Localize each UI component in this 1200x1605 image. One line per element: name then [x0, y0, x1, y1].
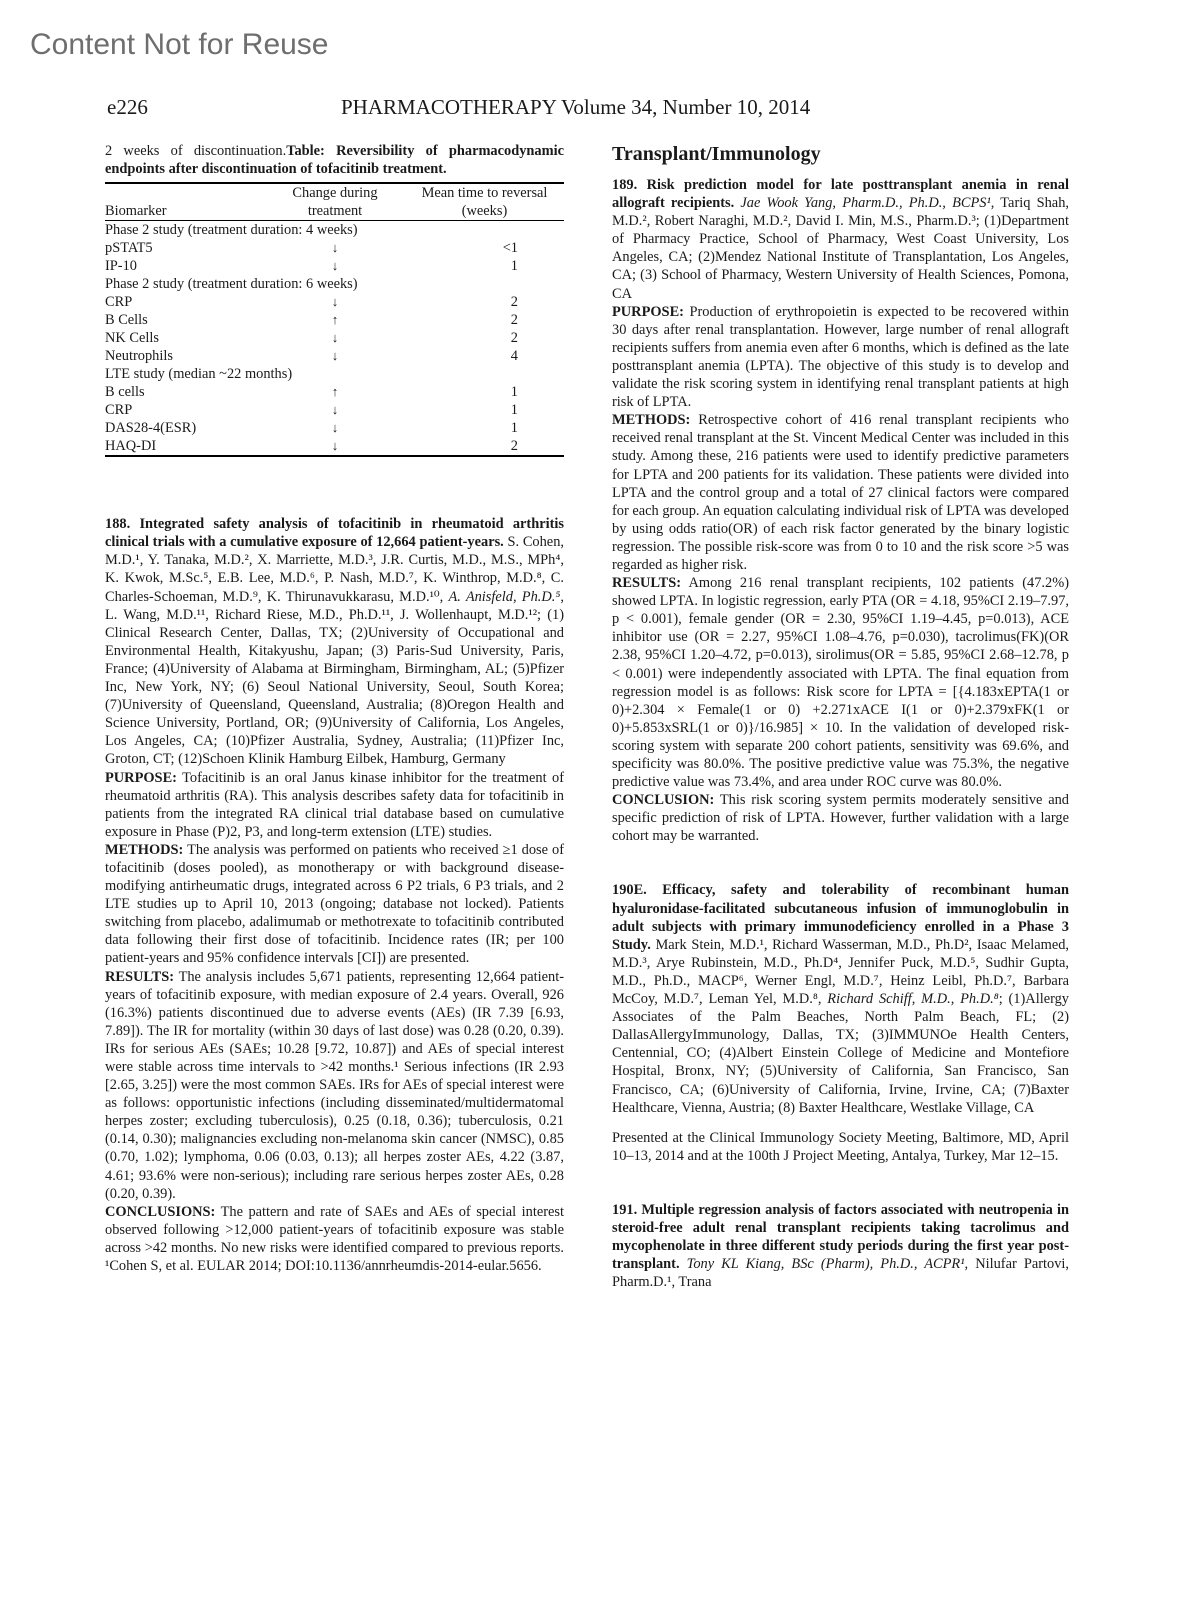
table-header-change: Change during treatment	[265, 183, 405, 221]
table-group-row	[105, 221, 564, 240]
methods-label: METHODS:	[105, 841, 184, 858]
right-column	[612, 142, 1069, 1291]
section-title: Transplant/Immunology	[612, 143, 821, 165]
table-cell-reversal: 4	[510, 348, 518, 365]
table-cell-reversal: 1	[510, 384, 518, 401]
results-text: The analysis includes 5,671 patients, representing 12,664 patient-years of tofacitinib exposure, with median exposure of 2.4 years. Overall, 926 (16.3%) patients discontinued due to adverse events (AEs) (IR 7.39 [6.93, 7.89]). The IR for mortality (within 30 days of last dose) was 0.28 (0.20, 0.39). IRs for serious AEs (SAEs; 10.28 [9.72, 10.87]) and AEs of special interest were stable across time intervals to >42 months.¹ Serious infections (IR 2.93 [2.65, 3.25]) were the most common SAEs. IRs for AEs of special interest were as follows: opportunistic infections (including disseminated/multidermatomal herpes zoster; excluding tuberculosis), 0.25 (0.18, 0.36); tuberculosis, 0.21 (0.14, 0.30); malignancies excluding non-melanoma skin cancer (NMSC), 0.85 (0.70, 1.02); lymphoma, 0.06 (0.03, 0.13); all herpes zoster AEs, 4.22 (3.87, 4.61; 93.6% were non-serious); including rare serious herpes zoster AEs, 0.28 (0.20, 0.39).	[105, 968, 564, 1202]
abstract-190-affiliations: ; (1)Allergy Associates of the Palm Beaches, North Palm Beach, FL; (2) DallasAllergyImmunology, Dallas, TX; (3)IMMUNOe Health Centers, Centennial, CO; (4)Albert Einstein College of Medicine and Montefiore Hospital, Bronx, NY; (5)University of California, San Francisco, San Francisco, CA; (6)University of California, Irvine, Irvine, CA; (7)Baxter Healthcare, Vienna, Austria; (8) Baxter Healthcare, Westlake Village, CA	[612, 991, 1069, 1116]
abstract-188-presenter: A. Anisfeld, Ph.D.⁵	[448, 588, 561, 605]
table-row	[105, 383, 564, 401]
table-row	[105, 257, 564, 275]
table-cell-change: ↑	[331, 384, 339, 400]
table-cell-reversal: 2	[510, 294, 518, 311]
table-cell-change: ↓	[331, 240, 339, 256]
table-header-biomarker: Biomarker	[105, 183, 265, 221]
table-group-row	[105, 275, 564, 293]
table-header-reversal: Mean time to reversal (weeks)	[405, 183, 564, 221]
table-cell-reversal: 1	[510, 258, 518, 275]
table-cell-reversal: 2	[510, 312, 518, 329]
abstract-189-conclusion	[612, 791, 1069, 845]
abstract-189-results	[612, 574, 1069, 791]
abstract-190-header	[612, 881, 1069, 1116]
table-cell-change: ↑	[331, 312, 339, 328]
table-row	[105, 347, 564, 365]
page-number: e226	[107, 95, 148, 119]
table-row	[105, 239, 564, 257]
purpose-text: Tofacitinib is an oral Janus kinase inhibitor for the treatment of rheumatoid arthritis (RA). This analysis describes safety data for tofacitinib in patients from the integrated RA clinical trial database based on cumulative exposure in Phase (P)2, P3, and long-term extension (LTE) studies.	[105, 769, 564, 840]
abstract-188-authors: S. Cohen, M.D.¹, Y. Tanaka, M.D.², X. Marriette, M.D.³, J.R. Curtis, M.D., M.S., MPh⁴, K. Kwok, M.Sc.⁵, E.B. Lee, M.D.⁶, P. Nash, M.D.⁷, K. Winthrop, M.D.⁸, C. Charles-Schoeman, M.D.⁹, K. Thirunavukkarasu, M.D.¹⁰,	[105, 534, 564, 605]
journal-title: PHARMACOTHERAPY Volume 34, Number 10, 2014	[341, 95, 811, 119]
table-cell-biomarker: Neutrophils	[105, 348, 173, 365]
abstract-189-header	[612, 176, 1069, 303]
abstract-188-results	[105, 968, 564, 1203]
abstract-190	[612, 881, 1069, 1164]
purpose-text: Production of erythropoietin is expected to be recovered within 30 days after renal transplantation. However, large number of renal allograft recipients suffers from anemia even after 6 months, which is defined as the late posttransplant anemia (LPTA). The objective of this study is to develop and validate the risk scoring system in identifying renal transplant patients at high risk of LPTA.	[612, 303, 1069, 411]
abstract-188	[105, 515, 564, 1275]
table-cell-biomarker: IP-10	[105, 258, 137, 275]
table-caption: Table: Reversibility of pharmacodynamic endpoints after discontinuation of tofacitinib treatment.	[105, 143, 564, 178]
table-group-title: Phase 2 study (treatment duration: 6 weeks)	[105, 276, 358, 293]
running-head	[107, 95, 837, 123]
table-row	[105, 329, 564, 347]
table-group-title: LTE study (median ~22 months)	[105, 366, 293, 383]
reversibility-table	[105, 182, 564, 457]
table-cell-change: ↓	[331, 420, 339, 436]
table-row	[105, 437, 564, 456]
table-cell-reversal: 2	[510, 330, 518, 347]
abstract-189-authors: , Tariq Shah, M.D.², Robert Naraghi, M.D.², David I. Min, M.S., Pharm.D.³; (1)Department of Pharmacy Practice, School of Pharmacy, West Coast University, Los Angeles, CA; (2)Mendez National Institute of Transplantation, Los Angeles, CA; (3) School of Pharmacy, Western University of Health Sciences, Pomona, CA	[612, 195, 1069, 302]
table-cell-biomarker: B cells	[105, 384, 145, 401]
abstract-189	[612, 176, 1069, 845]
methods-text: The analysis was performed on patients who received ≥1 dose of tofacitinib (doses pooled), as monotherapy or with background disease-modifying antirheumatic drugs, integrated across 6 P2 trials, 6 P3 trials, and 2 LTE studies up to April 10, 2013 (ongoing; database not locked). Patients switching from placebo, adalimumab or methotrexate to tofacitinib contributed data following their first dose of tofacitinib. Incidence rates (IR; per 100 patient-years and 95% confidence intervals [CI]) are presented.	[105, 841, 564, 967]
conclusions-text: The pattern and rate of SAEs and AEs of special interest observed following >12,000 patient-years of tofacitinib exposure was stable across >42 months. No new risks were identified compared to previous reports. ¹Cohen S, et al. EULAR 2014; DOI:10.1136/annrheumdis-2014-eular.5656.	[105, 1203, 564, 1275]
abstract-191-authors: , Nilufar Partovi, Pharm.D.¹, Trana	[612, 1256, 1069, 1291]
abstract-188-purpose	[105, 769, 564, 841]
abstract-191-presenter: Tony KL Kiang, BSc (Pharm), Ph.D., ACPR¹	[686, 1256, 965, 1273]
abstract-188-affiliations: , L. Wang, M.D.¹¹, Richard Riese, M.D., Ph.D.¹¹, J. Wollenhaupt, M.D.¹²; (1) Clinical Research Center, Dallas, TX; (2)University of Occupational and Environmental Health, Kitakyushu, Japan; (3) Paris-Sud University, Paris, France; (4)University of Alabama at Birmingham, Birmingham, AL; (5)Pfizer Inc, New York, NY; (6) Seoul National University, Seoul, South Korea; (7)University of Queensland, Queensland, Australia; (8)Oregon Health and Science University, Portland, OR; (9)University of California, Los Angeles, Los Angeles, CA; (10)Pfizer Australia, Sydney, Australia; (11)Pfizer Inc, Groton, CT; (12)Schoen Klinik Hamburg Eilbek, Hamburg, Germany	[105, 588, 564, 768]
table-cell-change: ↓	[331, 294, 339, 310]
purpose-label: PURPOSE:	[105, 769, 177, 786]
table-cell-biomarker: B Cells	[105, 312, 148, 329]
conclusion-label: CONCLUSION:	[612, 792, 715, 809]
table-cell-biomarker: CRP	[105, 402, 133, 419]
abstract-190-title: 190E. Efficacy, safety and tolerability of recombinant human hyaluronidase-facilitated subcutaneous infusion of immunoglobulin in adult subjects with primary immunodeficiency enrolled in a Phase 3 Study.	[612, 882, 1069, 953]
table-cell-reversal: 1	[510, 402, 518, 419]
abstract-188-methods	[105, 841, 564, 968]
purpose-label: PURPOSE:	[612, 303, 684, 320]
table-cell-change: ↓	[331, 330, 339, 346]
abstract-190-presenter: Richard Schiff, M.D., Ph.D.⁸	[827, 991, 999, 1008]
abstract-188-title: 188. Integrated safety analysis of tofacitinib in rheumatoid arthritis clinical trials with a cumulative exposure of 12,664 patient-years.	[105, 516, 564, 551]
results-label: RESULTS:	[105, 968, 175, 985]
table-group-row	[105, 365, 564, 383]
lead-text: 2 weeks of discontinuation.	[105, 143, 287, 159]
table-row	[105, 293, 564, 311]
left-column	[105, 142, 564, 1275]
methods-text: Retrospective cohort of 416 renal transplant recipients who received renal transplant at the St. Vincent Medical Center was included in this study. Among these, 216 patients were used to identify predictive parameters for LPTA and 200 patients for its validation. These patients were divided into LPTA and the control group and a total of 27 clinical factors were compared for each group. An equation calculating individual risk of LPTA was developed by using odds ratio(OR) of each risk factor generated by the binary logistic regression. The possible risk-score was from 0 to 10 and the risk score >5 was regarded as higher risk.	[612, 412, 1069, 573]
table-cell-reversal: <1	[502, 240, 518, 257]
table-row	[105, 401, 564, 419]
abstract-189-methods	[612, 411, 1069, 574]
table-cell-reversal: 1	[510, 420, 518, 437]
watermark: Content Not for Reuse	[30, 28, 329, 61]
abstract-189-title: 189. Risk prediction model for late posttransplant anemia in renal allograft recipients.	[612, 177, 1069, 212]
conclusion-text: This risk scoring system permits moderately sensitive and specific prediction of risk of LPTA. However, further validation with a large cohort may be warranted.	[612, 792, 1069, 845]
table-cell-biomarker: pSTAT5	[105, 240, 153, 257]
abstract-188-header	[105, 515, 564, 768]
table-cell-reversal: 2	[405, 437, 564, 456]
table-caption-paragraph	[105, 142, 564, 178]
table-group-title: Phase 2 study (treatment duration: 4 weeks)	[105, 222, 358, 239]
table-cell-biomarker: HAQ-DI	[105, 437, 265, 456]
table-cell-change: ↓	[265, 437, 405, 456]
conclusions-label: CONCLUSIONS:	[105, 1203, 216, 1220]
results-text: Among 216 renal transplant recipients, 102 patients (47.2%) showed LPTA. In logistic regression, early PTA (OR = 4.18, 95%CI 2.19–7.97, p < 0.001), female gender (OR = 2.30, 95%CI 1.19–4.45, p=0.013), ACE inhibitor use (OR = 2.27, 95%CI 1.08–4.76, p=0.030), tacrolimus(FK)(OR 2.38, 95%CI 1.20–4.72, p=0.013), sirolimus(OR = 5.85, 95%CI 2.68–12.78, p < 0.001) were independently associated with LPTA. The final equation from regression model is as follows: Risk score for LPTA = [{4.183xEPTA(1 or 0)+2.304 × Female(1 or 0) +2.271xACE I(1 or 0)+2.379xFK(1 or 0)+5.853xSRL(1 or 0)}/16.985] × 10. In the validation of developed risk-scoring system with separate 200 cohort patients, sensitivity was 69.6%, and specificity was 80.0%. The positive predictive value was 75.3%, the negative predictive value was 73.4%, and area under ROC curve was 80.0%.	[612, 575, 1069, 791]
methods-label: METHODS:	[612, 412, 691, 429]
abstract-190-note: Presented at the Clinical Immunology Society Meeting, Baltimore, MD, April 10–13, 2014 and at the 100th J Project Meeting, Antalya, Turkey, Mar 12–15.	[612, 1129, 1069, 1164]
table-cell-change: ↓	[331, 402, 339, 418]
table-row	[105, 311, 564, 329]
abstract-191	[612, 1201, 1069, 1291]
table-cell-change: ↓	[331, 258, 339, 274]
table-cell-biomarker: CRP	[105, 294, 133, 311]
abstract-189-presenter: Jae Wook Yang, Pharm.D., Ph.D., BCPS¹	[740, 195, 991, 212]
table-cell-biomarker: NK Cells	[105, 330, 159, 347]
abstract-190-authors: Mark Stein, M.D.¹, Richard Wasserman, M.D., Ph.D², Isaac Melamed, M.D.³, Arye Rubinstein, M.D., Ph.D⁴, Jennifer Puck, M.D.⁵, Sudhir Gupta, M.D., Ph.D., MACP⁶, Werner Engl, M.D.⁷, Heinz Leibl, Ph.D.⁷, Barbara McCoy, M.D.⁷, Leman Yel, M.D.⁸,	[612, 936, 1069, 1008]
abstract-188-conclusions	[105, 1203, 564, 1275]
table-cell-change: ↓	[331, 348, 339, 364]
table-cell-biomarker: DAS28-4(ESR)	[105, 420, 197, 437]
abstract-191-title: 191. Multiple regression analysis of factors associated with neutropenia in steroid-free adult renal transplant recipients taking tacrolimus and mycophenolate in three different study periods during the first year post-transplant.	[612, 1201, 1069, 1273]
results-label: RESULTS:	[612, 575, 682, 592]
table-row	[105, 419, 564, 437]
abstract-191-header	[612, 1201, 1069, 1291]
abstract-189-purpose	[612, 303, 1069, 412]
